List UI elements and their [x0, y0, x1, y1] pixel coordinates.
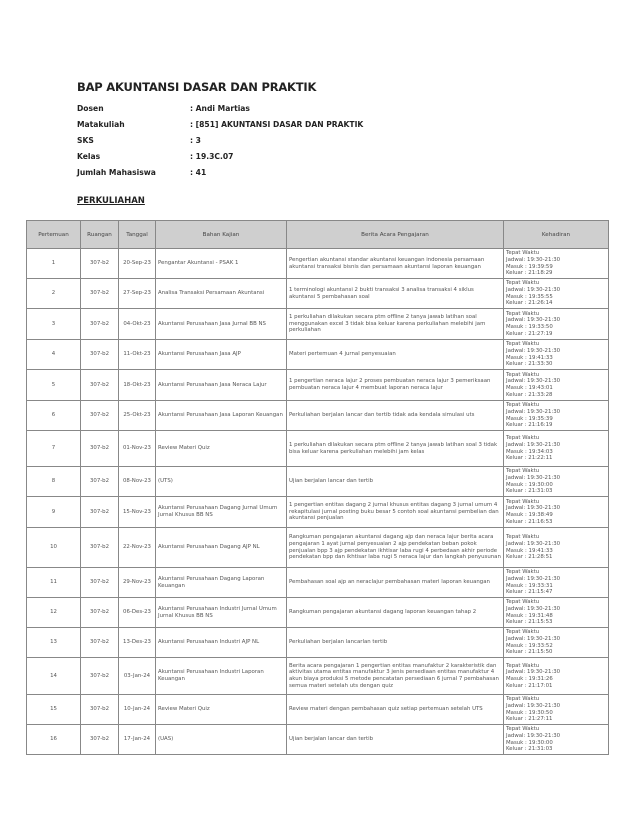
cell-kehadiran: [504, 568, 609, 598]
cell-kehadiran: [504, 528, 609, 568]
cell-tanggal: 20-Sep-23: [119, 249, 156, 279]
cell-tanggal: 22-Nov-23: [119, 528, 156, 568]
attendance-jadwal: Jadwal: 19:30-21:30: [506, 474, 561, 481]
attendance-masuk: Masuk : 19:41:33: [506, 547, 553, 554]
document-title: BAP AKUNTANSI DASAR DAN PRAKTIK: [77, 80, 317, 94]
cell-pertemuan: 5: [27, 370, 81, 401]
cell-bahan-kajian: Review Materi Quiz: [156, 695, 287, 725]
attendance-status: Tepat Waktu: [506, 250, 540, 256]
info-row: [77, 120, 363, 136]
cell-tanggal: 15-Nov-23: [119, 497, 156, 528]
cell-ruangan: 307-b2: [81, 598, 119, 628]
cell-berita-acara: Ujian berjalan lancar dan tertib: [287, 467, 504, 497]
cell-ruangan: 307-b2: [81, 370, 119, 401]
cell-bahan-kajian: Akuntansi Perusahaan Dagang AJP NL: [156, 528, 287, 568]
cell-berita-acara: Pembahasan soal ajp an neraclajur pembahasan materi laporan keuangan: [287, 568, 504, 598]
attendance-status: Tepat Waktu: [506, 341, 540, 347]
cell-pertemuan: 15: [27, 695, 81, 725]
attendance-status: Tepat Waktu: [506, 599, 540, 605]
cell-bahan-kajian: Akuntansi Perusahaan Jasa Neraca Lajur: [156, 370, 287, 401]
cell-kehadiran: [504, 695, 609, 725]
cell-ruangan: 307-b2: [81, 309, 119, 340]
cell-berita-acara: Pengertian akuntansi standar akuntansi keuangan indonesia persamaan akuntansi transaksi bisnis dan persamaan akuntansi laporan keuangan: [287, 249, 504, 279]
cell-kehadiran: [504, 279, 609, 309]
cell-bahan-kajian: (UAS): [156, 725, 287, 755]
cell-tanggal: 25-Okt-23: [119, 401, 156, 431]
attendance-jadwal: Jadwal: 19:30-21:30: [506, 540, 561, 547]
attendance-keluar: Keluar : 21:26:14: [506, 300, 553, 307]
cell-pertemuan: 10: [27, 528, 81, 568]
cell-pertemuan: 3: [27, 309, 81, 340]
table-row: [27, 628, 609, 658]
cell-kehadiran: [504, 725, 609, 755]
cell-kehadiran: [504, 467, 609, 497]
cell-ruangan: 307-b2: [81, 279, 119, 309]
attendance-status: Tepat Waktu: [506, 468, 540, 474]
header-berita-acara: Berita Acara Pengajaran: [287, 221, 504, 249]
attendance-keluar: Keluar : 21:18:29: [506, 270, 553, 277]
cell-ruangan: 307-b2: [81, 497, 119, 528]
cell-tanggal: 08-Nov-23: [119, 467, 156, 497]
attendance-keluar: Keluar : 21:15:50: [506, 649, 553, 656]
cell-bahan-kajian: Pengantar Akuntansi - PSAK 1: [156, 249, 287, 279]
cell-tanggal: 17-Jan-24: [119, 725, 156, 755]
cell-bahan-kajian: Akuntansi Perusahaan Jasa AJP: [156, 340, 287, 370]
info-value: : 41: [190, 168, 207, 177]
attendance-status: Tepat Waktu: [506, 310, 540, 317]
course-info: [77, 104, 363, 184]
attendance-keluar: Keluar : 21:27:19: [506, 330, 553, 337]
cell-kehadiran: [504, 309, 609, 340]
attendance-masuk: Masuk : 19:35:39: [506, 415, 553, 422]
cell-bahan-kajian: Akuntansi Perusahaan Jasa Laporan Keuangan: [156, 401, 287, 431]
cell-kehadiran: [504, 401, 609, 431]
cell-ruangan: 307-b2: [81, 528, 119, 568]
cell-bahan-kajian: Akuntansi Perusahaan Dagang Jurnal Umum Jurnal Khusus BB NS: [156, 497, 287, 528]
attendance-jadwal: Jadwal: 19:30-21:30: [506, 408, 561, 415]
cell-ruangan: 307-b2: [81, 725, 119, 755]
header-bahan-kajian: Bahan Kajian: [156, 221, 287, 249]
attendance-status: Tepat Waktu: [506, 629, 540, 635]
attendance-status: Tepat Waktu: [506, 662, 540, 669]
cell-ruangan: 307-b2: [81, 401, 119, 431]
table-row: [27, 725, 609, 755]
cell-bahan-kajian: Akuntansi Perusahaan Industri Laporan Keuangan: [156, 658, 287, 695]
cell-berita-acara: 1 terminologi akuntansi 2 bukti transaksi 3 analisa transaksi 4 siklus akuntansi 5 pembahasan soal: [287, 279, 504, 309]
header-kehadiran: Kehadiran: [504, 221, 609, 249]
info-label: Kelas: [77, 152, 101, 161]
cell-berita-acara: 1 pengertian entitas dagang 2 jurnal khusus entitas dagang 3 jurnal umum 4 rekapitulasi jurnal posting buku besar 5 contoh soal akuntansi pembelian dan akuntansi penjualan: [287, 497, 504, 528]
cell-pertemuan: 12: [27, 598, 81, 628]
cell-tanggal: 04-Okt-23: [119, 309, 156, 340]
cell-pertemuan: 6: [27, 401, 81, 431]
cell-berita-acara: Berita acara pengajaran 1 pengertian entitas manufaktur 2 karakteristik dan aktivitas utama entitas manufaktur 3 jenis persediaan entitas manufaktur 4 akun biaya produksi 5 metode pencatatan persediaan 6 jurnal 7 pembahasan semua materi setelah uts dengan quiz: [287, 658, 504, 695]
cell-tanggal: 06-Des-23: [119, 598, 156, 628]
table-row: [27, 497, 609, 528]
info-label: Matakuliah: [77, 120, 125, 129]
info-label: Jumlah Mahasiswa: [77, 168, 156, 177]
table-row: [27, 598, 609, 628]
cell-ruangan: 307-b2: [81, 658, 119, 695]
cell-ruangan: 307-b2: [81, 467, 119, 497]
cell-pertemuan: 14: [27, 658, 81, 695]
attendance-masuk: Masuk : 19:39:59: [506, 263, 553, 270]
attendance-jadwal: Jadwal: 19:30-21:30: [506, 347, 561, 354]
attendance-keluar: Keluar : 21:22:11: [506, 455, 553, 462]
cell-kehadiran: [504, 431, 609, 467]
attendance-keluar: Keluar : 21:31:03: [506, 746, 553, 753]
cell-berita-acara: Rangkuman pengajaran akuntansi dagang ajp dan neraca lajur berita acara pengajaran 1 ayat jurnal penyesuaian 2 ajp pendekatan beban pokok penjualan bpp 3 ajp pendekatan ikhtisar laba rugi 4 perbedaan akhir periode pendekatan bpp dan ikhtisar laba rugi 5 neraca lajur dan langkah penyusunan: [287, 528, 504, 568]
attendance-jadwal: Jadwal: 19:30-21:30: [506, 605, 561, 612]
cell-kehadiran: [504, 628, 609, 658]
table-row: [27, 309, 609, 340]
header-pertemuan: Pertemuan: [27, 221, 81, 249]
attendance-status: Tepat Waktu: [506, 498, 540, 505]
cell-ruangan: 307-b2: [81, 568, 119, 598]
cell-ruangan: 307-b2: [81, 628, 119, 658]
cell-tanggal: 10-Jan-24: [119, 695, 156, 725]
cell-ruangan: 307-b2: [81, 340, 119, 370]
attendance-status: Tepat Waktu: [506, 569, 540, 575]
cell-ruangan: 307-b2: [81, 249, 119, 279]
cell-kehadiran: [504, 598, 609, 628]
attendance-keluar: Keluar : 21:27:11: [506, 716, 553, 723]
attendance-jadwal: Jadwal: 19:30-21:30: [506, 669, 561, 676]
table-row: [27, 528, 609, 568]
attendance-masuk: Masuk : 19:33:50: [506, 324, 553, 330]
attendance-masuk: Masuk : 19:30:00: [506, 739, 553, 746]
table-row: [27, 279, 609, 309]
attendance-masuk: Masuk : 19:34:03: [506, 448, 553, 455]
attendance-keluar: Keluar : 21:15:47: [506, 589, 553, 596]
cell-pertemuan: 1: [27, 249, 81, 279]
info-label: Dosen: [77, 104, 104, 113]
attendance-jadwal: Jadwal: 19:30-21:30: [506, 441, 561, 448]
attendance-keluar: Keluar : 21:16:19: [506, 422, 553, 429]
table-row: [27, 340, 609, 370]
info-row: [77, 104, 363, 120]
info-value: : 3: [190, 136, 201, 145]
table-row: [27, 431, 609, 467]
table-row: [27, 658, 609, 695]
cell-tanggal: 01-Nov-23: [119, 431, 156, 467]
attendance-masuk: Masuk : 19:43:01: [506, 385, 553, 391]
attendance-masuk: Masuk : 19:31:48: [506, 612, 553, 619]
attendance-masuk: Masuk : 19:31:26: [506, 676, 553, 682]
attendance-status: Tepat Waktu: [506, 280, 540, 286]
cell-bahan-kajian: Akuntansi Perusahaan Industri AJP NL: [156, 628, 287, 658]
cell-berita-acara: Review materi dengan pembahasan quiz setiap pertemuan setelah UTS: [287, 695, 504, 725]
attendance-keluar: Keluar : 21:28:51: [506, 554, 553, 561]
info-row: [77, 136, 363, 152]
attendance-masuk: Masuk : 19:33:52: [506, 642, 553, 649]
cell-bahan-kajian: (UTS): [156, 467, 287, 497]
attendance-keluar: Keluar : 21:16:53: [506, 518, 553, 525]
attendance-masuk: Masuk : 19:33:31: [506, 582, 553, 589]
cell-pertemuan: 2: [27, 279, 81, 309]
cell-berita-acara: Ujian berjalan lancar dan tertib: [287, 725, 504, 755]
cell-bahan-kajian: Review Materi Quiz: [156, 431, 287, 467]
cell-berita-acara: Rangkuman pengajaran akuntansi dagang laporan keuangan tahap 2: [287, 598, 504, 628]
table-row: [27, 695, 609, 725]
table-row: [27, 249, 609, 279]
attendance-jadwal: Jadwal: 19:30-21:30: [506, 317, 561, 324]
cell-bahan-kajian: Akuntansi Perusahaan Industri Jurnal Umum Jurnal Khusus BB NS: [156, 598, 287, 628]
attendance-keluar: Keluar : 21:15:53: [506, 619, 553, 626]
attendance-masuk: Masuk : 19:30:50: [506, 709, 553, 716]
attendance-keluar: Keluar : 21:33:28: [506, 391, 553, 398]
attendance-jadwal: Jadwal: 19:30-21:30: [506, 702, 561, 709]
cell-tanggal: 29-Nov-23: [119, 568, 156, 598]
table-row: [27, 370, 609, 401]
cell-bahan-kajian: Akuntansi Perusahaan Dagang Laporan Keuangan: [156, 568, 287, 598]
cell-tanggal: 18-Okt-23: [119, 370, 156, 401]
attendance-status: Tepat Waktu: [506, 371, 540, 378]
attendance-jadwal: Jadwal: 19:30-21:30: [506, 732, 561, 739]
cell-bahan-kajian: Akuntansi Perusahaan Jasa Jurnal BB NS: [156, 309, 287, 340]
header-ruangan: Ruangan: [81, 221, 119, 249]
section-title: PERKULIAHAN: [77, 196, 145, 206]
cell-bahan-kajian: Analisa Transaksi Persamaan Akuntansi: [156, 279, 287, 309]
cell-berita-acara: 1 perkuliahan dilakukan secara ptm offline 2 tanya jawab latihan soal menggunakan excel 3 tidak bisa keluar karena perkuliahan melebihi jam perkuliahan: [287, 309, 504, 340]
cell-kehadiran: [504, 497, 609, 528]
attendance-status: Tepat Waktu: [506, 696, 540, 702]
info-row: [77, 152, 363, 168]
info-value: : 19.3C.07: [190, 152, 234, 161]
cell-berita-acara: 1 pengertian neraca lajur 2 proses pembuatan neraca lajur 3 pemeriksaan pembuatan neraca lajur 4 membuat laporan neraca lajur: [287, 370, 504, 401]
attendance-status: Tepat Waktu: [506, 726, 540, 732]
cell-tanggal: 27-Sep-23: [119, 279, 156, 309]
table-header-row: [27, 221, 609, 249]
attendance-masuk: Masuk : 19:41:33: [506, 354, 553, 361]
cell-pertemuan: 9: [27, 497, 81, 528]
attendance-jadwal: Jadwal: 19:30-21:30: [506, 505, 561, 512]
lecture-table: [26, 220, 609, 755]
cell-berita-acara: Perkuliahan berjalan lancarlan tertib: [287, 628, 504, 658]
attendance-jadwal: Jadwal: 19:30-21:30: [506, 575, 561, 582]
cell-berita-acara: Perkuliahan berjalan lancar dan tertib tidak ada kendala simulasi uts: [287, 401, 504, 431]
attendance-keluar: Keluar : 21:33:30: [506, 361, 553, 368]
cell-tanggal: 11-Okt-23: [119, 340, 156, 370]
attendance-keluar: Keluar : 21:17:01: [506, 682, 553, 689]
header-tanggal: Tanggal: [119, 221, 156, 249]
cell-tanggal: 03-Jan-24: [119, 658, 156, 695]
cell-kehadiran: [504, 370, 609, 401]
cell-pertemuan: 16: [27, 725, 81, 755]
table-row: [27, 401, 609, 431]
attendance-status: Tepat Waktu: [506, 402, 540, 408]
attendance-jadwal: Jadwal: 19:30-21:30: [506, 635, 561, 642]
cell-kehadiran: [504, 658, 609, 695]
cell-berita-acara: 1 perkuliahan dilakukan secara ptm offline 2 tanya jawab latihan soal 3 tidak bisa keluar karena perkuliahan melebihi jam kelas: [287, 431, 504, 467]
cell-kehadiran: [504, 340, 609, 370]
cell-pertemuan: 8: [27, 467, 81, 497]
cell-berita-acara: Materi pertemuan 4 jurnal penyesuaian: [287, 340, 504, 370]
cell-ruangan: 307-b2: [81, 431, 119, 467]
attendance-keluar: Keluar : 21:31:03: [506, 488, 553, 495]
attendance-jadwal: Jadwal: 19:30-21:30: [506, 286, 561, 293]
attendance-masuk: Masuk : 19:30:00: [506, 481, 553, 488]
attendance-masuk: Masuk : 19:35:55: [506, 293, 553, 300]
cell-pertemuan: 7: [27, 431, 81, 467]
attendance-jadwal: Jadwal: 19:30-21:30: [506, 256, 561, 263]
attendance-status: Tepat Waktu: [506, 534, 540, 540]
cell-pertemuan: 4: [27, 340, 81, 370]
cell-kehadiran: [504, 249, 609, 279]
cell-pertemuan: 13: [27, 628, 81, 658]
attendance-jadwal: Jadwal: 19:30-21:30: [506, 378, 561, 385]
cell-pertemuan: 11: [27, 568, 81, 598]
info-row: [77, 168, 363, 184]
info-label: SKS: [77, 136, 94, 145]
cell-ruangan: 307-b2: [81, 695, 119, 725]
cell-tanggal: 13-Des-23: [119, 628, 156, 658]
attendance-masuk: Masuk : 19:38:49: [506, 512, 553, 518]
info-value: : [851] AKUNTANSI DASAR DAN PRAKTIK: [190, 120, 364, 129]
table-row: [27, 568, 609, 598]
info-value: : Andi Martias: [190, 104, 250, 113]
table-row: [27, 467, 609, 497]
attendance-status: Tepat Waktu: [506, 435, 540, 441]
